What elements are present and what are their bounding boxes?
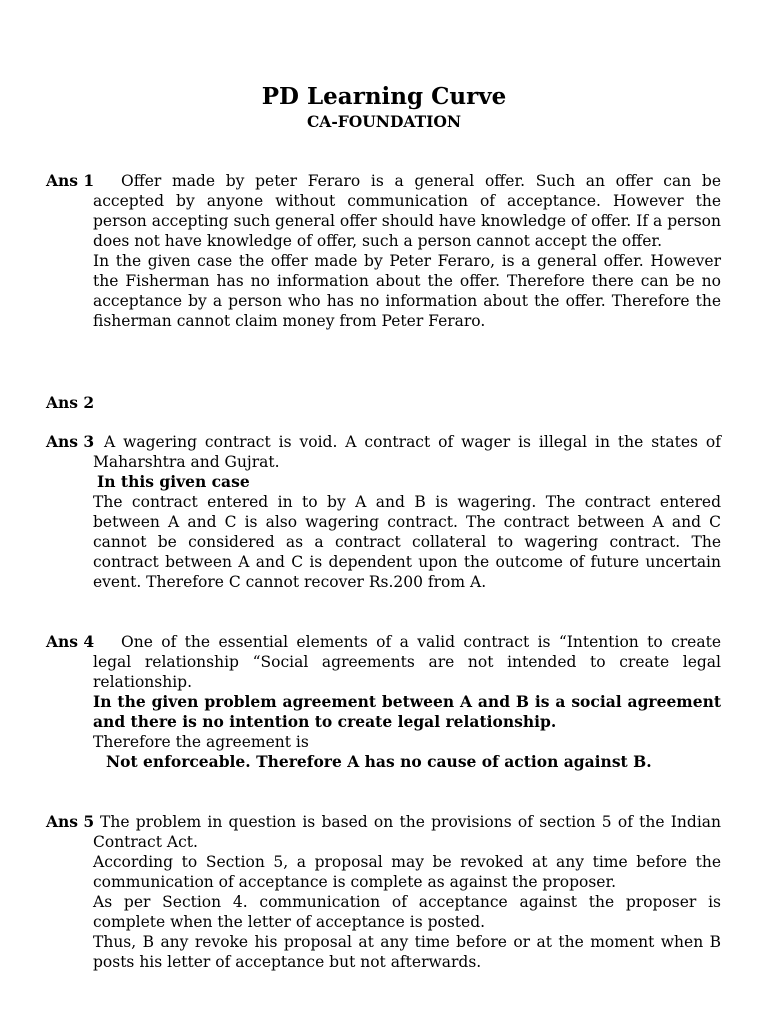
answer-paragraph: In the given case the offer made by Peter Feraro, is a general offer. However the Fisherman has no information about the offer. Therefore there can be no acceptance by a person who has no information about the offer. Therefore the fisherman cannot claim money from Peter Feraro. [93, 252, 721, 330]
answer-5 [46, 812, 721, 972]
section-subheading: In this given case [97, 472, 250, 491]
answer-paragraph: Offer made by peter Feraro is a general offer. Such an offer can be accepted by anyone without communication of acceptance. However the person accepting such general offer should have knowledge of offer. If a person does not have knowledge of offer, such a person cannot accept the offer. [93, 172, 721, 250]
answer-body [93, 432, 721, 592]
answer-label: Ans 2 [46, 393, 95, 412]
answer-paragraph: The contract entered in to by A and B is wagering. The contract entered between A and C is also wagering contract. The contract between A and C cannot be considered as a contract collateral to wagering contract. The contract between A and C is dependent upon the outcome of future uncertain event. Therefore C cannot recover Rs.200 from A. [93, 493, 721, 591]
document-title: PD Learning Curve [261, 83, 507, 110]
answer-label: Ans 4 [46, 632, 95, 651]
document-subtitle: CA-FOUNDATION [306, 112, 462, 131]
answer-body [93, 171, 721, 331]
answer-paragraph: As per Section 4. communication of acceptance against the proposer is complete when the letter of acceptance is posted. [93, 893, 721, 931]
answer-4 [46, 632, 721, 772]
answer-paragraph: One of the essential elements of a valid contract is “Intention to create legal relationship “Social agreements are not intended to create legal relationship. [93, 633, 721, 691]
answer-1 [46, 171, 721, 331]
answer-paragraph: The problem in question is based on the provisions of section 5 of the Indian Contract Act. [93, 813, 721, 851]
answer-label: Ans 5 [46, 812, 95, 831]
answer-conclusion: Not enforceable. Therefore A has no cause of action against B. [106, 752, 652, 771]
answer-paragraph: A wagering contract is void. A contract of wager is illegal in the states of Maharshtra and Gujrat. [93, 433, 721, 471]
answer-paragraph: Therefore the agreement is [93, 733, 309, 751]
answer-label: Ans 3 [46, 432, 95, 451]
answer-label: Ans 1 [46, 171, 95, 190]
answer-body [93, 812, 721, 972]
answer-paragraph: Thus, B any revoke his proposal at any time before or at the moment when B posts his letter of acceptance but not afterwards. [93, 933, 721, 971]
answer-3 [46, 432, 721, 592]
answer-emphasis: In the given problem agreement between A and B is a social agreement and there is no intention to create legal relationship. [93, 692, 721, 731]
answer-body [93, 632, 721, 772]
answer-paragraph: According to Section 5, a proposal may be revoked at any time before the communication of acceptance is complete as against the proposer. [93, 853, 721, 891]
